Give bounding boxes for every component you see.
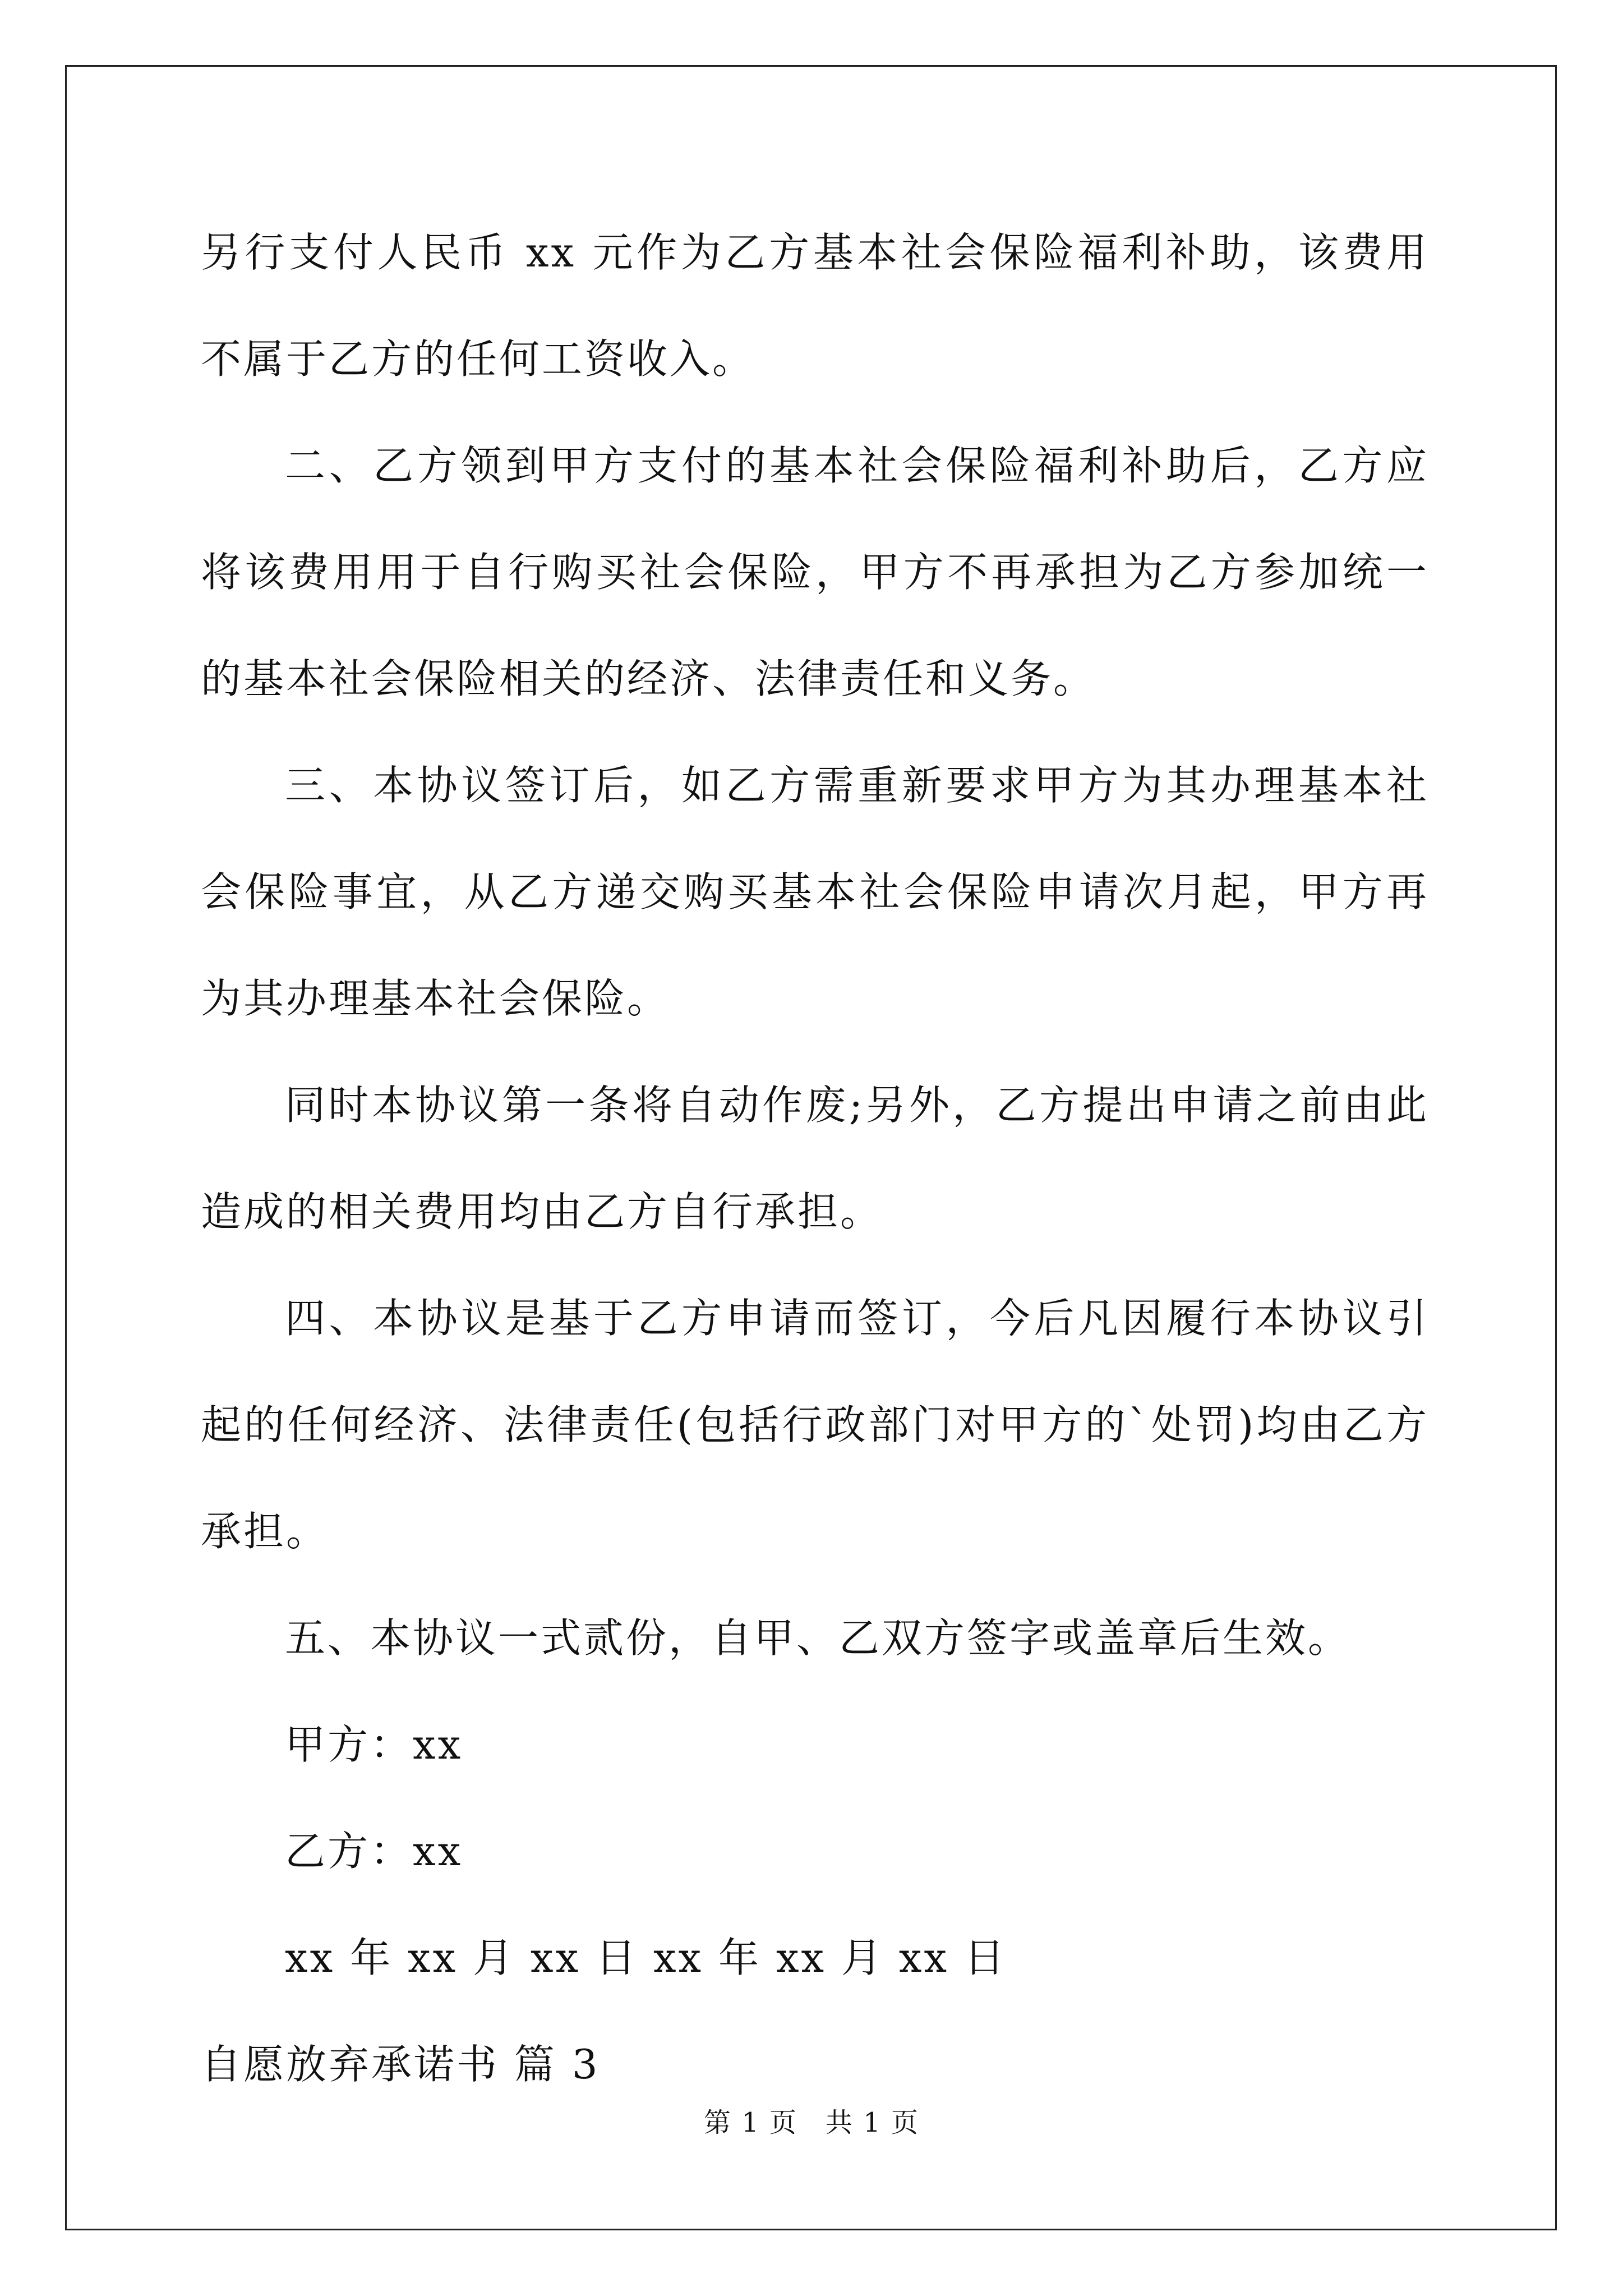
clause-five: 五、本协议一式贰份，自甲、乙双方签字或盖章后生效。 [285,1614,1351,1662]
page-total: 共 1 页 [826,2107,920,2138]
clause-four: 四、本协议是基于乙方申请而签订，今后凡因履行本协议引起的任何经济、法律责任(包括行政部门对甲方的`处罚)均由乙方承担。 [201,1295,1429,1555]
clause-three-supplement: 同时本协议第一条将自动作废;另外，乙方提出申请之前由此造成的相关费用均由乙方自行承担。 [201,1082,1429,1235]
clause-three: 三、本协议签订后，如乙方需重新要求甲方为其办理基本社会保险事宜，从乙方递交购买基本社会保险申请次月起，甲方再为其办理基本社会保险。 [201,762,1429,1022]
signing-dates: xx 年 xx 月 xx 日 xx 年 xx 月 xx 日 [285,1934,1007,1981]
party-a-signature: 甲方：xx [285,1721,463,1768]
clause-two: 二、乙方领到甲方支付的基本社会保险福利补助后，乙方应将该费用用于自行购买社会保险，甲方不再承担为乙方参加统一的基本社会保险相关的经济、法律责任和义务。 [201,442,1429,702]
section-heading: 自愿放弃承诺书 篇 3 [201,2041,600,2088]
page-number: 第 1 页 [703,2107,797,2138]
party-b-signature: 乙方：xx [285,1828,463,1875]
document-body [201,199,1429,2118]
paragraph-continuation: 另行支付人民币 xx 元作为乙方基本社会保险福利补助，该费用不属于乙方的任何工资收入。 [201,229,1429,383]
page-footer [0,2101,1623,2139]
